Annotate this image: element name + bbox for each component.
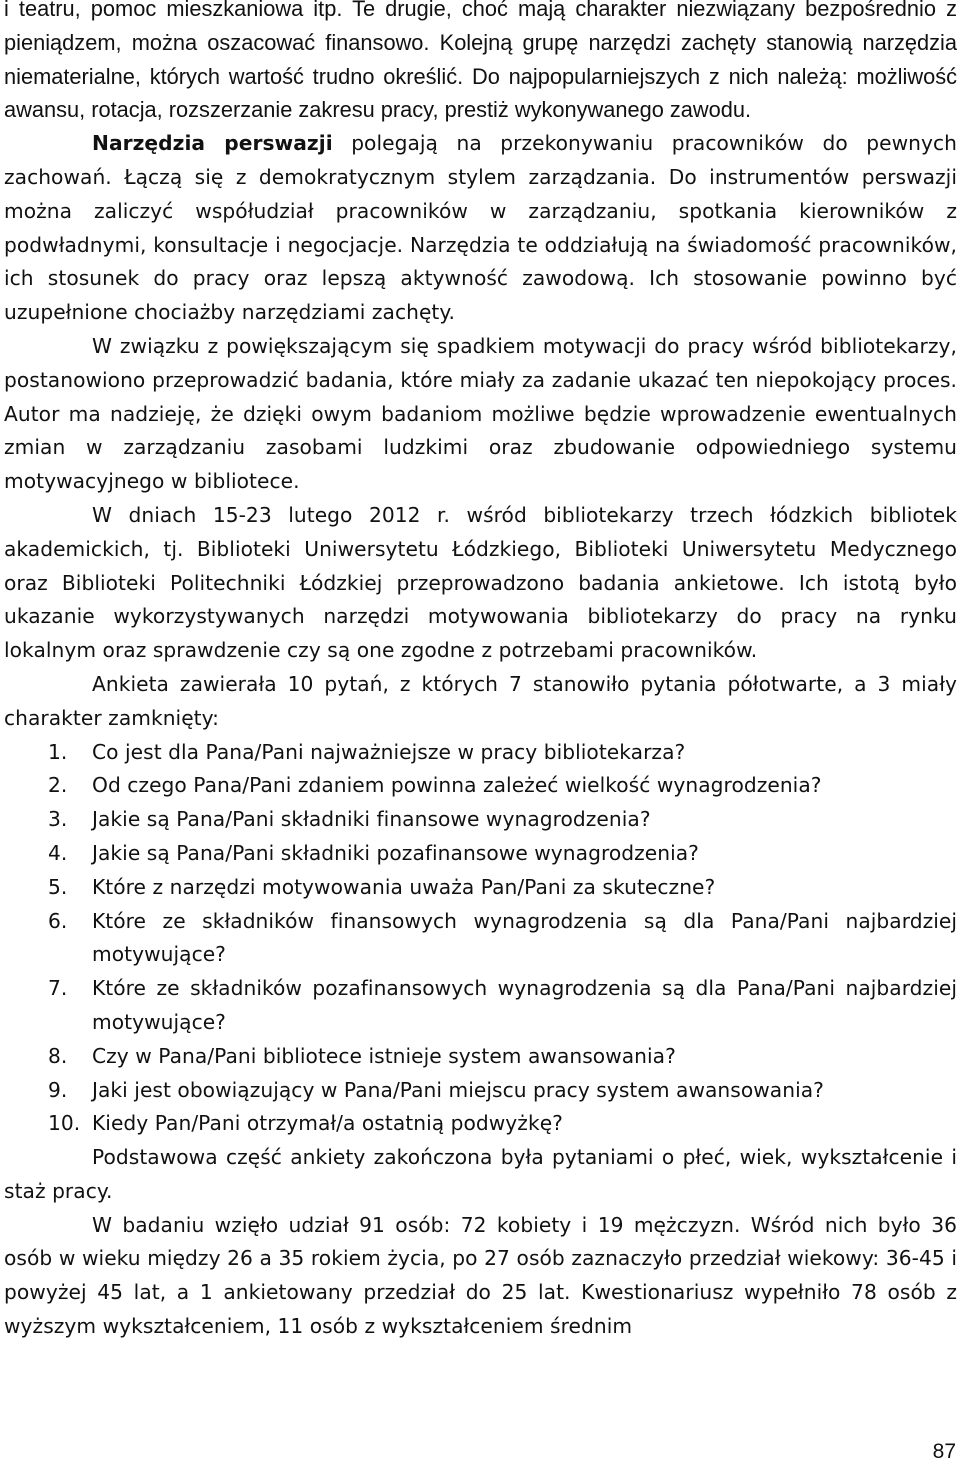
list-item xyxy=(4,803,957,837)
question-text: Czy w Pana/Pani bibliotece istnieje system awansowania? xyxy=(92,1043,676,1068)
paragraph-respondents: W badaniu wzięło udział 91 osób: 72 kobiety i 19 mężczyzn. Wśród nich było 36 osób w wieku między 26 a 35 rokiem życia, po 27 osób zaznaczyło przedział wiekowy: 36-45 i powyżej 45 lat, a 1 ankietowany przedział do 25 lat. Kwestionariusz wypełniło 78 osób z wyższym wykształceniem, 11 osób z wykształceniem średnim xyxy=(4,1212,957,1339)
question-text: Od czego Pana/Pani zdaniem powinna zależeć wielkość wynagrodzenia? xyxy=(92,773,822,798)
question-text: Które z narzędzi motywowania uważa Pan/Pani za skuteczne? xyxy=(92,874,716,899)
paragraph-persuasion-tools xyxy=(4,127,957,330)
list-item xyxy=(4,736,957,770)
list-item xyxy=(4,837,957,871)
survey-question-list xyxy=(4,736,957,1142)
question-text: Kiedy Pan/Pani otrzymał/a ostatnią podwyżkę? xyxy=(92,1111,563,1136)
paragraph-survey-dates: W dniach 15-23 lutego 2012 r. wśród bibliotekarzy trzech łódzkich bibliotek akademickich, tj. Biblioteki Uniwersytetu Łódzkiego, Biblioteki Uniwersytetu Medycznego oraz Biblioteki Politechniki Łódzkiej przeprowadzono badania ankietowe. Ich istotą było ukazanie wykorzystywanych narzędzi motywowania bibliotekarzy do pracy na rynku lokalnym oraz sprawdzenie czy są one zgodne z potrzebami pracowników. xyxy=(4,502,957,663)
paragraph-motivation-decline: W związku z powiększającym się spadkiem motywacji do pracy wśród bibliotekarzy, postanowiono przeprowadzić badania, które miały za zadanie ukazać ten niepokojący proces. Autor ma nadzieję, że dzięki owym badaniom możliwe będzie wprowadzenie ewentualnych zmian w zarządzaniu zasobami ludzkimi oraz zbudowanie odpowiedniego systemu motywacyjnego w bibliotece. xyxy=(4,333,957,494)
question-number: 3. xyxy=(48,807,68,832)
question-number: 5. xyxy=(48,874,68,899)
question-number: 9. xyxy=(48,1077,68,1102)
page-number: 87 xyxy=(932,1440,956,1463)
question-number: 10. xyxy=(48,1111,81,1136)
list-item xyxy=(4,972,957,1040)
question-number: 7. xyxy=(48,976,68,1001)
question-number: 1. xyxy=(48,739,68,764)
list-item xyxy=(4,871,957,905)
paragraph-survey-structure: Ankieta zawierała 10 pytań, z których 7 stanowiło pytania półotwarte, a 3 miały charakter zamknięty: xyxy=(4,671,957,730)
question-number: 2. xyxy=(48,773,68,798)
list-item xyxy=(4,1107,957,1141)
question-number: 4. xyxy=(48,840,68,865)
persuasion-text: polegają na przekonywaniu pracowników do pewnych zachowań. Łączą się z demokratycznym stylem zarządzania. Do instrumentów perswazji można zaliczyć współudział pracowników w zarządzaniu, spotkania kierowników z podwładnymi, konsultacje i negocjacje. Narzędzia te oddziałują na świadomość pracowników, ich stosunek do pracy oraz lepszą aktywność zawodową. Ich stosowanie powinno być uzupełnione chociażby narzędziami zachęty. xyxy=(4,131,957,325)
list-item xyxy=(4,905,957,973)
paragraph-demographics-questions: Podstawowa część ankiety zakończona była pytaniami o płeć, wiek, wykształcenie i staż pracy. xyxy=(4,1145,957,1203)
question-text: Jakie są Pana/Pani składniki pozafinansowe wynagrodzenia? xyxy=(92,840,699,865)
question-text: Które ze składników pozafinansowych wynagrodzenia są dla Pana/Pani najbardziej motywujące? xyxy=(92,976,957,1034)
list-item xyxy=(4,1074,957,1108)
question-text: Co jest dla Pana/Pani najważniejsze w pracy bibliotekarza? xyxy=(92,739,686,764)
question-number: 8. xyxy=(48,1043,68,1068)
list-item xyxy=(4,769,957,803)
question-number: 6. xyxy=(48,908,68,933)
question-text: Które ze składników finansowych wynagrodzenia są dla Pana/Pani najbardziej motywujące? xyxy=(92,908,957,967)
document-page xyxy=(4,0,957,1344)
list-item xyxy=(4,1040,957,1074)
question-text: Jakie są Pana/Pani składniki finansowe wynagrodzenia? xyxy=(92,807,651,832)
persuasion-term: Narzędzia perswazji xyxy=(92,131,333,156)
question-text: Jaki jest obowiązujący w Pana/Pani miejscu pracy system awansowania? xyxy=(92,1077,824,1102)
paragraph-incentive-tools: i teatru, pomoc mieszkaniowa itp. Te drugie, choć mają charakter niezwiązany bezpośrednio z pieniądzem, można oszacować finansowo. Kolejną grupę narzędzi zachęty stanowią narzędzia niematerialne, których wartość trudno określić. Do najpopularniejszych z nich należą: możliwość awansu, rotacja, rozszerzanie zakresu pracy, prestiż wykonywanego zawodu. xyxy=(4,0,957,123)
